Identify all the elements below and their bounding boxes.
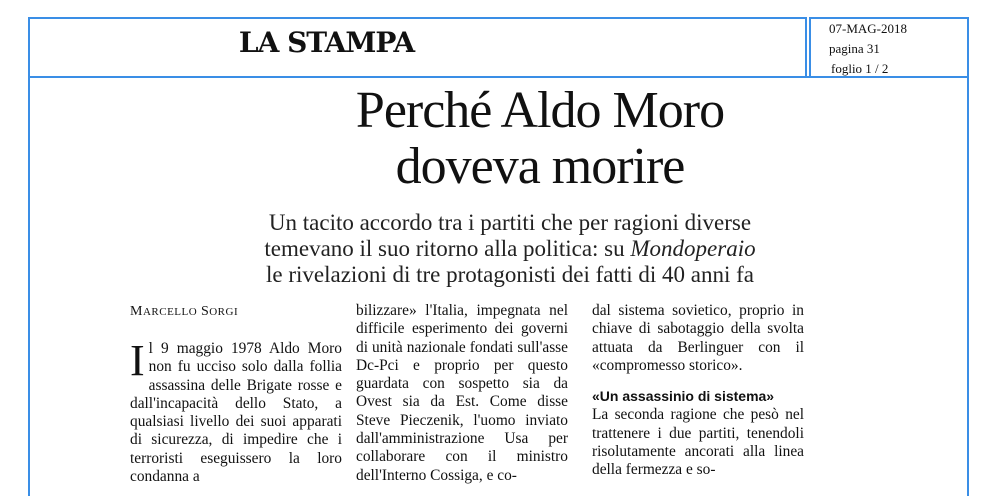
section-heading: «Un assassinio di sistema» <box>592 388 775 405</box>
subhead-line-2-text: temevano il suo ritorno alla politica: su <box>264 236 631 261</box>
headline-line-2: doveva morire <box>395 138 685 195</box>
magazine-name: Mondoperaio <box>630 236 756 261</box>
issue-date: 07-MAG-2018 <box>829 21 907 36</box>
column-3-text-bottom: La seconda ragione che pesò nel trattenere i due partiti, tenendoli risolutamente ancorati alla linea della fermezza e so- <box>592 406 804 479</box>
masthead-box <box>28 17 807 78</box>
newspaper-masthead: LA STAMPA <box>238 26 415 59</box>
article-headline <box>240 83 840 195</box>
article-column-2 <box>356 302 568 485</box>
drop-cap: I <box>130 336 145 385</box>
author-byline: MARCELLO SORGI <box>130 304 239 319</box>
sheet-number: foglio 1 / 2 <box>831 61 889 76</box>
subhead-line-2 <box>190 236 830 262</box>
article-subheadline <box>190 210 830 288</box>
article-column-1 <box>130 336 342 486</box>
subhead-line-3: le rivelazioni di tre protagonisti dei fatti di 40 anni fa <box>266 262 754 287</box>
page-number: pagina 31 <box>829 41 880 56</box>
subhead-line-1: Un tacito accordo tra i partiti che per ragioni diverse <box>268 210 752 235</box>
column-3-text-top: dal sistema sovietico, proprio in chiave di sabotaggio della svolta attuata da Berlinguer con il «compromesso storico». <box>592 302 804 374</box>
column-2-text: bilizzare» l'Italia, impegnata nel difficile esperimento dei governi di unità nazionale fondati sull'asse Dc-Pci e proprio per questo guardata con sospetto sia da Ovest sia da Est. Come disse Steve Pieczenik, l'uomo inviato dall'amministrazione Usa per collaborare con il ministro dell'Interno Cossiga, e co- <box>356 302 568 484</box>
headline-line-1: Perché Aldo Moro <box>355 82 725 139</box>
article-column-3 <box>592 302 804 480</box>
column-1-text: l 9 maggio 1978 Aldo Moro non fu ucciso solo dalla follia assassina delle Brigate rosse e dall'incapacità dello Stato, a qualsiasi livello dei suoi apparati di sicurezza, di impedire che i terroristi eseguissero la loro condanna a <box>130 340 342 486</box>
